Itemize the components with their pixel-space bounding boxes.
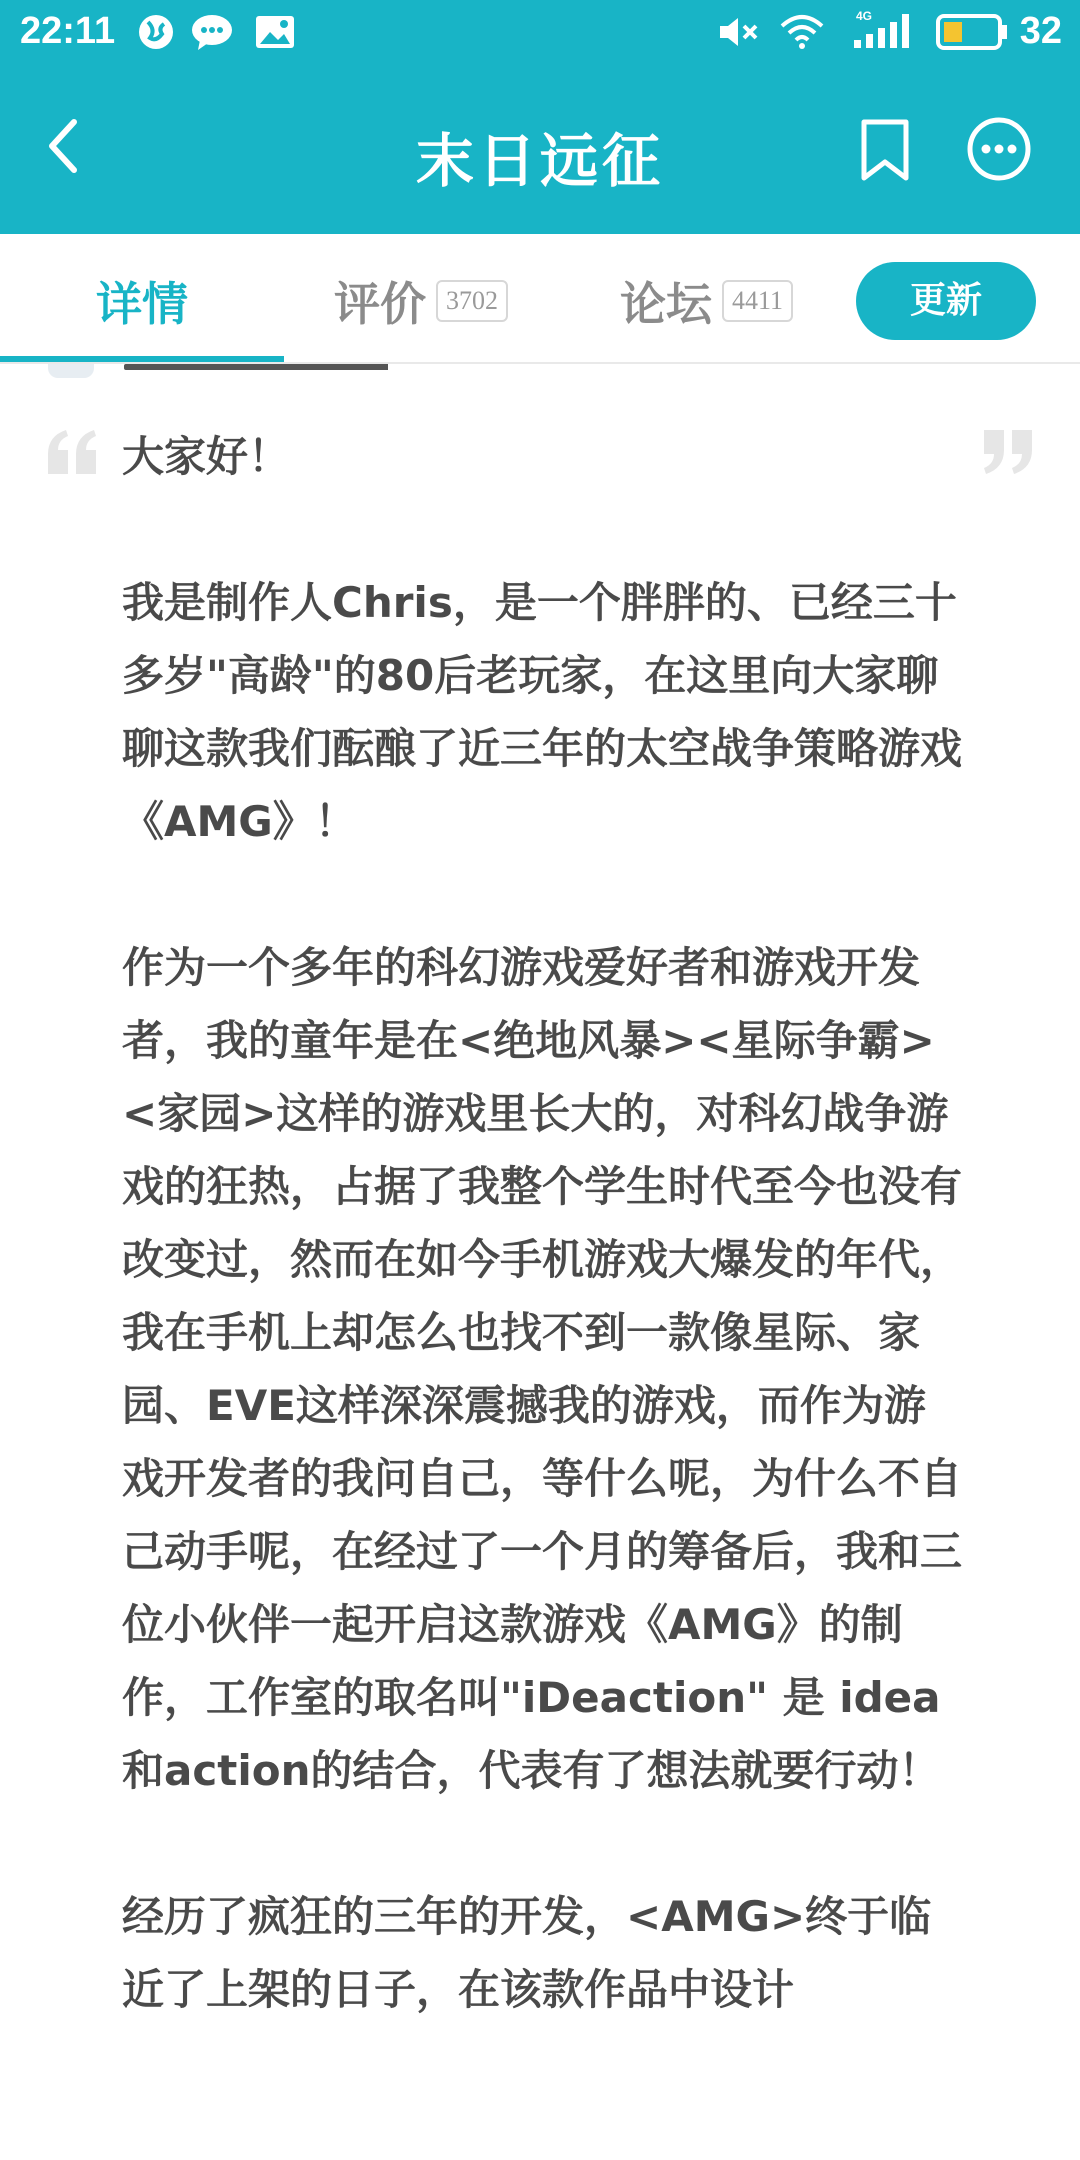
battery-level: 32 — [1019, 10, 1062, 52]
app-header — [0, 70, 1080, 234]
avatar — [48, 364, 94, 378]
page-title: 末日远征 — [415, 127, 664, 195]
network-label: 4G — [856, 9, 873, 23]
image-icon — [254, 12, 296, 56]
tab-count: 4411 — [722, 280, 793, 322]
tab-label: 详情 — [96, 277, 188, 331]
article-paragraph: 大家好！ — [122, 432, 291, 481]
signal-icon — [850, 6, 910, 56]
more-icon[interactable] — [966, 116, 1032, 186]
update-button[interactable]: 更新 — [856, 262, 1036, 340]
status-time: 22:11 — [20, 10, 116, 52]
tab-forum[interactable] — [620, 268, 793, 334]
quote-open-icon — [44, 428, 100, 480]
tab-label: 论坛 — [620, 277, 712, 331]
status-bar — [0, 0, 1080, 70]
bookmark-icon[interactable] — [858, 118, 912, 186]
wifi-icon — [778, 12, 826, 56]
tab-bar — [0, 234, 1080, 364]
clipped-text — [124, 364, 388, 370]
tab-count: 3702 — [436, 280, 508, 322]
world-icon — [136, 12, 176, 56]
tab-label: 评价 — [334, 277, 426, 331]
battery-icon — [936, 12, 1008, 56]
partial-header-row — [48, 364, 388, 378]
tab-reviews[interactable] — [334, 268, 508, 334]
article-body — [122, 420, 962, 2099]
mute-icon — [716, 12, 760, 56]
tab-details[interactable] — [96, 268, 188, 334]
article-paragraph: 经历了疯狂的三年的开发，<AMG>终于临近了上架的日子，在该款作品中设计 — [122, 1892, 932, 2014]
active-tab-indicator — [0, 356, 284, 362]
article-paragraph: 我是制作人Chris，是一个胖胖的、已经三十多岁"高龄"的80后老玩家，在这里向大家聊聊这款我们酝酿了近三年的太空战争策略游戏《AMG》！ — [122, 578, 963, 846]
quote-close-icon — [980, 428, 1036, 480]
chat-icon — [190, 12, 234, 56]
article-paragraph: 作为一个多年的科幻游戏爱好者和游戏开发者，我的童年是在<绝地风暴><星际争霸><家园>这样的游戏里长大的，对科幻战争游戏的狂热，占据了我整个学生时代至今也没有改变过，然而在如今手机游戏大爆发的年代，我在手机上却怎么也找不到一款像星际、家园、EVE这样深深震撼我的游戏，而作为游戏开发者的我问自己，等什么呢，为什么不自己动手呢，在经过了一个月的筹备后，我和三位小伙伴一起开启这款游戏《AMG》的制作，工作室的取名叫"iDeaction" 是 idea和action的结合，代表有了想法就要行动！ — [122, 943, 963, 1795]
